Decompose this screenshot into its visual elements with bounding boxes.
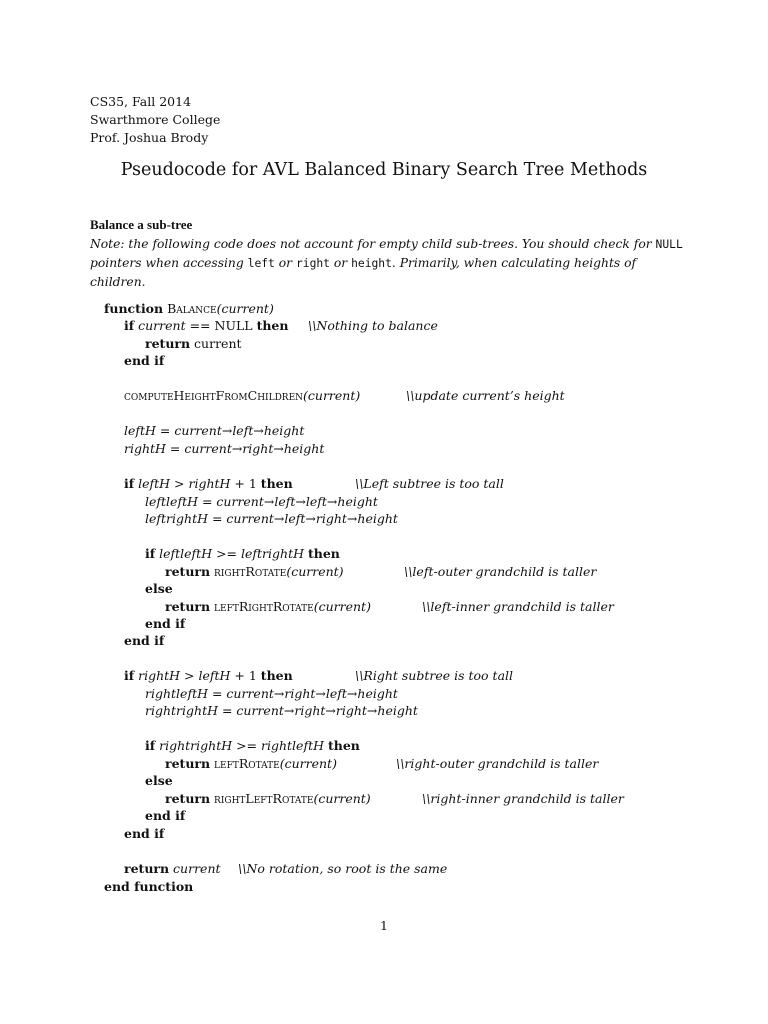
code-line bbox=[165, 791, 371, 807]
argument: (current) bbox=[313, 599, 371, 614]
expression: rightrightH >= rightleftH bbox=[155, 738, 328, 753]
function-name: leftRightRotate bbox=[210, 599, 314, 614]
function-name: Balance bbox=[167, 301, 217, 316]
code-line bbox=[145, 738, 360, 754]
code-line: end if bbox=[145, 616, 186, 631]
code-line bbox=[145, 546, 340, 562]
code-line bbox=[165, 564, 344, 580]
code-line: end if bbox=[124, 633, 165, 648]
argument: (current) bbox=[279, 756, 337, 771]
code-line: rightH = current→right→height bbox=[124, 441, 325, 456]
code-comment: \\Nothing to balance bbox=[308, 318, 438, 333]
expression: == NULL bbox=[185, 318, 257, 333]
professor-line: Prof. Joshua Brody bbox=[90, 130, 209, 145]
college-line: Swarthmore College bbox=[90, 112, 221, 127]
code-comment: \\Left subtree is too tall bbox=[355, 476, 504, 491]
code-line: leftH = current→left→height bbox=[124, 423, 305, 438]
function-name: computeHeightFromChildren bbox=[124, 388, 304, 403]
keyword: return bbox=[165, 791, 211, 806]
expression: leftleftH >= leftrightH bbox=[155, 546, 308, 561]
code-line bbox=[124, 476, 293, 492]
section-title: Balance a sub-tree bbox=[90, 217, 193, 232]
code-line: rightleftH = current→right→left→height bbox=[145, 686, 398, 701]
keyword: return bbox=[165, 599, 211, 614]
code-line: rightrightH = current→right→right→height bbox=[145, 703, 418, 718]
note-text: or bbox=[329, 256, 352, 270]
argument: (current) bbox=[286, 564, 344, 579]
code-line: end if bbox=[145, 808, 186, 823]
page-number: 1 bbox=[380, 918, 388, 933]
argument: (current) bbox=[216, 301, 274, 316]
keyword: if bbox=[124, 476, 135, 491]
keyword: if bbox=[124, 318, 135, 333]
expression: current bbox=[190, 336, 242, 351]
code-line: leftrightH = current→left→right→height bbox=[145, 511, 398, 526]
code-line bbox=[124, 861, 221, 877]
note-text: or bbox=[274, 256, 296, 270]
page-title: Pseudocode for AVL Balanced Binary Search Tree Methods bbox=[120, 160, 648, 180]
keyword: if bbox=[124, 668, 135, 683]
code-comment: \\right-inner grandchild is taller bbox=[422, 791, 624, 806]
course-line: CS35, Fall 2014 bbox=[90, 94, 192, 109]
expression: rightH > leftH bbox=[134, 668, 231, 683]
expression: current bbox=[169, 861, 221, 876]
code-line bbox=[145, 336, 242, 352]
keyword: return bbox=[145, 336, 191, 351]
note-null-code: NULL bbox=[655, 238, 683, 251]
keyword: then bbox=[307, 546, 340, 561]
code-line: end if bbox=[124, 353, 165, 368]
expression: + 1 bbox=[230, 668, 261, 683]
function-name: leftRotate bbox=[210, 756, 280, 771]
code-line: leftleftH = current→left→left→height bbox=[145, 494, 378, 509]
expression: + 1 bbox=[230, 476, 261, 491]
code-comment: \\update current’s height bbox=[406, 388, 565, 403]
keyword: return bbox=[165, 564, 211, 579]
code-line bbox=[124, 318, 288, 334]
code-comment: \\left-inner grandchild is taller bbox=[422, 599, 614, 614]
keyword: if bbox=[145, 546, 156, 561]
code-line: else bbox=[145, 581, 173, 596]
keyword: then bbox=[256, 318, 289, 333]
code-line bbox=[124, 668, 293, 684]
keyword: then bbox=[327, 738, 360, 753]
code-line-function bbox=[104, 301, 274, 317]
note-height-code: height bbox=[351, 257, 392, 270]
keyword: if bbox=[145, 738, 156, 753]
code-comment: \\right-outer grandchild is taller bbox=[396, 756, 599, 771]
keyword: then bbox=[260, 668, 293, 683]
document-header bbox=[90, 93, 220, 147]
section-note bbox=[90, 235, 690, 292]
note-text: pointers when accessing bbox=[90, 256, 248, 270]
function-name: rightLeftRotate bbox=[210, 791, 314, 806]
code-comment: \\No rotation, so root is the same bbox=[238, 861, 448, 876]
note-text: . Primarily, when calculating heights of children. bbox=[90, 256, 637, 289]
code-line bbox=[124, 388, 360, 404]
code-comment: \\Right subtree is too tall bbox=[355, 668, 514, 683]
code-line: else bbox=[145, 773, 173, 788]
expression: leftH > rightH bbox=[134, 476, 231, 491]
code-line-end-function: end function bbox=[104, 879, 194, 894]
note-right-code: right bbox=[295, 257, 330, 270]
function-name: rightRotate bbox=[210, 564, 287, 579]
keyword: then bbox=[260, 476, 293, 491]
code-line bbox=[165, 756, 337, 772]
keyword: return bbox=[124, 861, 170, 876]
keyword: return bbox=[165, 756, 211, 771]
code-line: end if bbox=[124, 826, 165, 841]
code-comment: \\left-outer grandchild is taller bbox=[404, 564, 597, 579]
note-left-code: left bbox=[247, 257, 275, 270]
argument: (current) bbox=[303, 388, 361, 403]
argument: (current) bbox=[313, 791, 371, 806]
keyword: function bbox=[104, 301, 164, 316]
code-line bbox=[165, 599, 371, 615]
note-text: Note: the following code does not account for empty child sub-trees. You should check for bbox=[90, 237, 656, 251]
expression: current bbox=[138, 318, 186, 333]
